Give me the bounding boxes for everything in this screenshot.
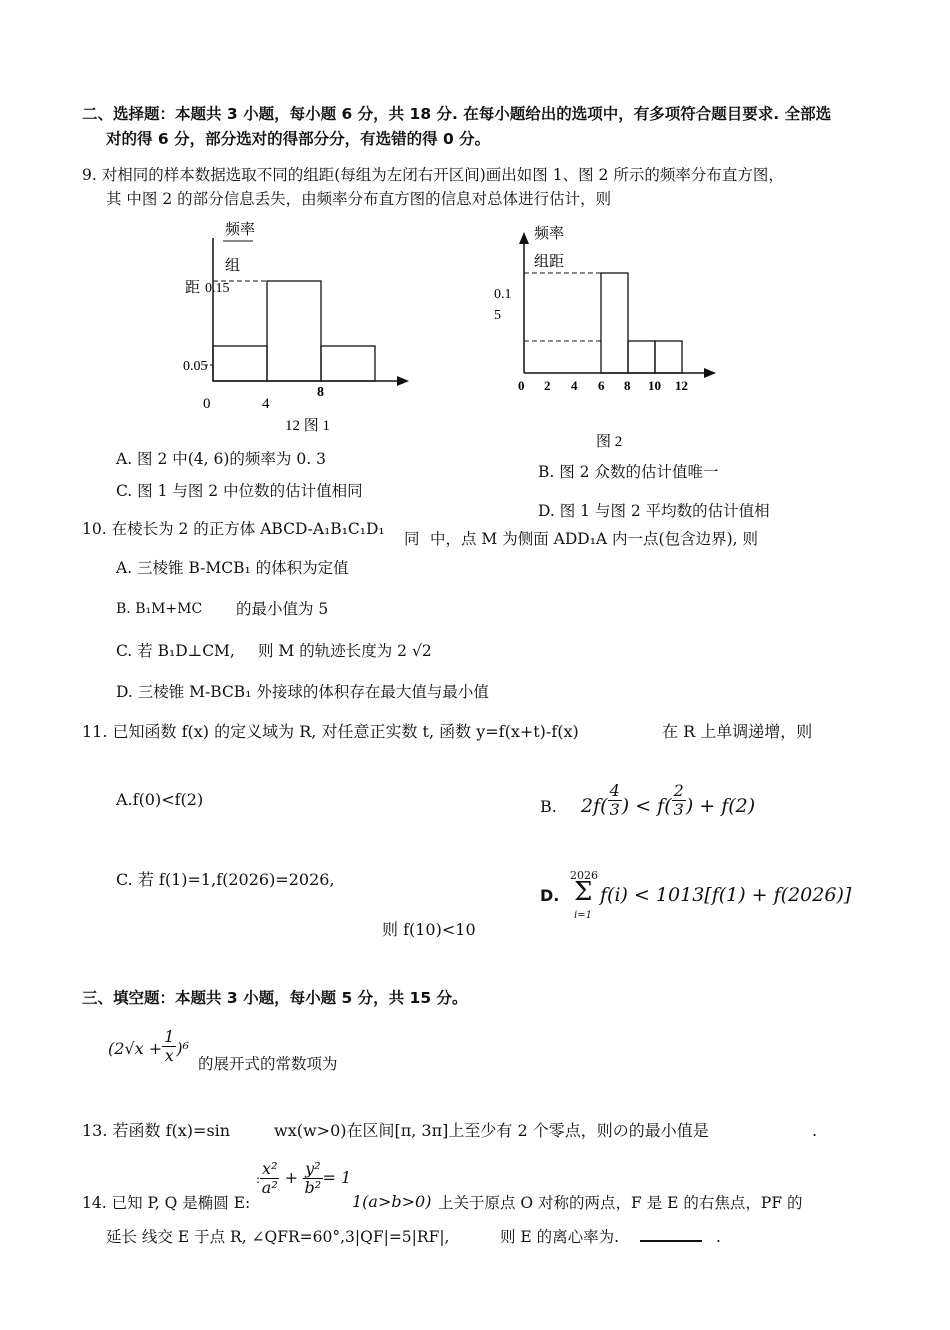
fig2-tick-b: 5 bbox=[494, 308, 501, 323]
q9-option-c: C. 图 1 与图 2 中位数的估计值相同 bbox=[116, 482, 363, 500]
section2-heading-line2: 对的得 6 分，部分选对的得部分分，有选错的得 0 分。 bbox=[106, 130, 491, 148]
q9-option-b: B. 图 2 众数的估计值唯一 bbox=[538, 463, 719, 481]
q12-expr-b: )⁶ bbox=[176, 1039, 189, 1058]
q14-line2-b: 则 E 的离心率为. bbox=[500, 1228, 620, 1246]
q11-option-d-label: D. bbox=[540, 886, 560, 905]
q10-stem-a: 10. 在棱长为 2 的正方体 ABCD-A₁B₁C₁D₁ bbox=[82, 520, 385, 538]
q14-text-a: 14. 已知 P, Q 是椭圆 E: bbox=[82, 1194, 251, 1212]
fig1-bar-8-12 bbox=[321, 346, 375, 381]
q12-expr-a: (2√x + bbox=[108, 1039, 163, 1058]
fig1-ylabel-group: 组 bbox=[225, 258, 241, 274]
fig1-xtick-4: 4 bbox=[262, 396, 270, 412]
q13-text-b: wx(w>0)在区间[π, 3π]上至少有 2 个零点，则の的最小值是 bbox=[274, 1121, 709, 1140]
q13-text-a: 13. 若函数 f(x)=sin bbox=[82, 1121, 231, 1140]
q11-option-d-sigma-icon: Σ bbox=[574, 877, 593, 907]
fig2-ylabel-freq: 频率 bbox=[534, 226, 565, 242]
q14-line2-a: 延长 线交 E 于点 R, ∠QFR=60°,3|QF|=5|RF|, bbox=[106, 1228, 450, 1246]
fig1-caption: 12 图 1 bbox=[285, 418, 331, 434]
q14-frac-y: $\frac{\text{y²}}{\text{b²}}$ bbox=[304, 1159, 322, 1197]
q11-option-a: A.f(0)<f(2) bbox=[116, 790, 204, 809]
q11-option-b-frac1: $\frac{4}{3}$ bbox=[609, 781, 620, 819]
figure2-histogram bbox=[488, 218, 728, 458]
q9-stem-line2: 其 中图 2 的部分信息丢失，由频率分布直方图的信息对总体进行估计，则 bbox=[106, 190, 612, 208]
fig1-bar-4-8 bbox=[267, 281, 321, 381]
q10-option-b-part1: B. B₁M+MC bbox=[116, 601, 203, 617]
q11-option-b-expr-a: 2f( bbox=[581, 795, 608, 817]
fig2-bar-10-12 bbox=[655, 341, 682, 373]
section2-heading-line1: 二、选择题：本题共 3 小题，每小题 6 分，共 18 分. 在每小题给出的选项中，有多项符合题目要求. 全部选 bbox=[82, 105, 832, 123]
q10-stem-b: 中，点 M 为侧面 ADD₁A 内一点(包含边界), 则 bbox=[430, 530, 758, 548]
q14-cond: 1(a>b>0) bbox=[352, 1192, 432, 1211]
q11-option-b-label: B. bbox=[540, 797, 557, 816]
fig2-bar-6-8 bbox=[601, 273, 628, 373]
figure1-histogram bbox=[175, 218, 415, 438]
fig2-ylabel-group: 组距 bbox=[534, 254, 565, 270]
q11-option-c-part1: C. 若 f(1)=1,f(2026)=2026, bbox=[116, 870, 335, 889]
fig1-xtick-0: 0 bbox=[203, 396, 211, 412]
q11-option-d-expr: f(i) < 1013[f(1) + f(2026)] bbox=[600, 884, 852, 906]
q10-option-b-part2: 的最小值为 5 bbox=[236, 600, 329, 618]
q10-option-a: A. 三棱锥 B-MCB₁ 的体积为定值 bbox=[116, 559, 349, 577]
fig1-bar-0-4 bbox=[213, 346, 267, 381]
q11-option-b bbox=[540, 781, 756, 819]
q9-option-d-cont: 同 bbox=[404, 530, 420, 548]
q11-option-d-sum-top: 2026 bbox=[570, 869, 598, 882]
fig1-xtick-8: 8 bbox=[317, 385, 324, 400]
q11-option-d-sum-bottom: i=1 bbox=[574, 910, 592, 921]
q11-stem-2: 在 R 上单调递增，则 bbox=[662, 722, 813, 741]
q13-dot: . bbox=[812, 1121, 818, 1140]
q14-answer-blank bbox=[640, 1227, 702, 1247]
fig2-xtick-10: 10 bbox=[648, 378, 661, 393]
q14-text-b: 上关于原点 O 对称的两点，F 是 E 的右焦点，PF 的 bbox=[438, 1194, 803, 1212]
q10-option-c-part2: 则 M 的轨迹长度为 2 √2 bbox=[258, 642, 432, 660]
fig2-x-arrow bbox=[704, 368, 716, 378]
fig2-tick-a: 0.1 bbox=[494, 287, 512, 302]
q12-expression bbox=[108, 1027, 189, 1065]
q14-ellipse-equation: : $\frac{\text{x²}}{\text{a²}}$ + $\frac{\text{y²}}{\text{b²}}$ = 1 bbox=[256, 1159, 352, 1197]
q10-option-c-part1: C. 若 B₁D⊥CM, bbox=[116, 642, 235, 660]
section3-heading: 三、填空题：本题共 3 小题，每小题 5 分，共 15 分。 bbox=[82, 989, 468, 1007]
q11-option-c-part2: 则 f(10)<10 bbox=[382, 920, 476, 939]
q11-option-b-expr-b: ) < f( bbox=[621, 795, 672, 817]
fig2-xtick-4: 4 bbox=[571, 378, 578, 393]
q14-frac-x: $\frac{\text{x²}}{\text{a²}}$ bbox=[261, 1159, 278, 1197]
fig2-bar-8-10 bbox=[628, 341, 655, 373]
fig1-x-arrow bbox=[397, 376, 409, 386]
fig1-ylabel-dist: 距 bbox=[185, 280, 201, 296]
q11-stem-1: 11. 已知函数 f(x) 的定义域为 R, 对任意正实数 t, 函数 y=f(x+t)-f(x) bbox=[82, 722, 579, 741]
q12-expr-frac: $\frac{1}{x}$ bbox=[164, 1027, 175, 1065]
q11-option-b-expr-c: ) + f(2) bbox=[685, 795, 756, 817]
fig2-xtick-6: 6 bbox=[598, 378, 605, 393]
fig1-tick-005: 0.05 bbox=[183, 359, 208, 374]
fig1-tick-015: 0.15 bbox=[205, 281, 230, 296]
fig1-ylabel-freq: 频率 bbox=[225, 222, 256, 238]
q12-text: 的展开式的常数项为 bbox=[198, 1055, 338, 1073]
fig2-xtick-8: 8 bbox=[624, 378, 631, 393]
q9-option-d: D. 图 1 与图 2 平均数的估计值相 bbox=[538, 502, 770, 520]
q9-stem-line1: 9. 对相同的样本数据选取不同的组距(每组为左闭右开区间)画出如图 1、图 2 所示的频率分布直方图， bbox=[82, 166, 784, 184]
fig2-xtick-12: 12 bbox=[675, 378, 688, 393]
q14-dot: . bbox=[716, 1228, 721, 1246]
fig2-xtick-0: 0 bbox=[518, 378, 525, 393]
q9-option-a: A. 图 2 中(4, 6)的频率为 0. 3 bbox=[116, 450, 326, 468]
fig2-caption: 图 2 bbox=[596, 434, 623, 450]
q10-option-d: D. 三棱锥 M-BCB₁ 外接球的体积存在最大值与最小值 bbox=[116, 683, 489, 701]
q11-option-b-frac2: $\frac{2}{3}$ bbox=[673, 781, 684, 819]
q14-eq: = 1 bbox=[322, 1168, 352, 1187]
fig2-xtick-2: 2 bbox=[544, 378, 551, 393]
fig2-y-arrow bbox=[519, 232, 529, 244]
